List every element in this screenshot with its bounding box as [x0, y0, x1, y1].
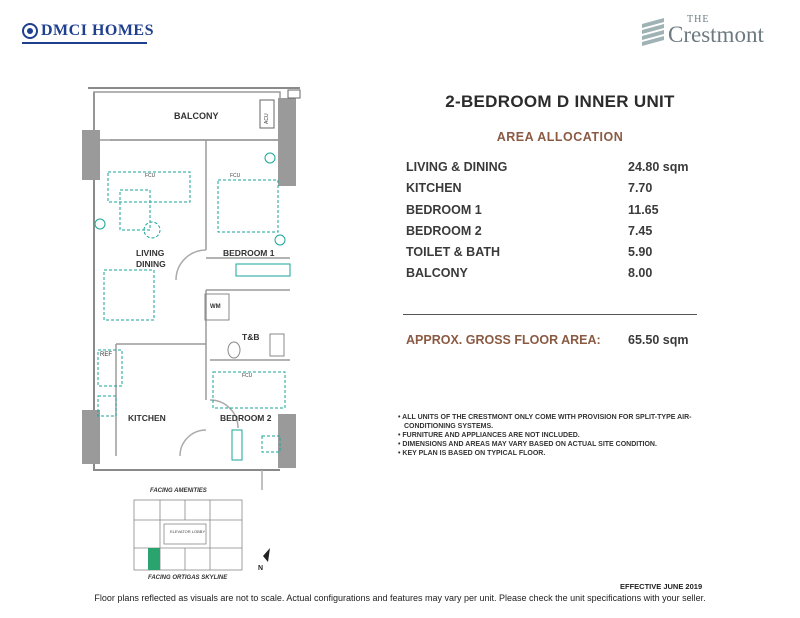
kitchen-label: KITCHEN: [128, 413, 166, 423]
area-row-label: KITCHEN: [406, 181, 462, 196]
tb-label: T&B: [242, 332, 260, 342]
note-item: • FURNITURE AND APPLIANCES ARE NOT INCLUDED.: [398, 431, 728, 440]
disclaimer: Floor plans reflected as visuals are not to scale. Actual configurations and features may vary per unit. Please check the unit specifications with your seller.: [94, 593, 706, 603]
area-row: [406, 245, 696, 266]
bedroom2-label: BEDROOM 2: [220, 413, 272, 423]
area-row-label: BEDROOM 2: [406, 223, 482, 238]
gfa-value: 65.50 sqm: [628, 333, 689, 347]
key-plan-top-label: FACING AMENITIES: [150, 488, 207, 494]
area-row-value: 7.70: [628, 181, 653, 196]
dmci-logo-icon: [22, 23, 38, 39]
area-row: [406, 203, 696, 224]
effective-date: EFFECTIVE JUNE 2019: [620, 582, 703, 591]
balcony-label: BALCONY: [174, 111, 219, 121]
north-arrow-icon: [258, 548, 270, 572]
living-label: LIVING: [136, 248, 165, 258]
developer-logo: [22, 22, 154, 40]
key-plan: [120, 486, 300, 586]
dining-label: DINING: [136, 259, 166, 269]
wm-label: WM: [210, 304, 221, 310]
ref-label: REF: [100, 352, 112, 358]
area-row-value: 7.45: [628, 223, 653, 238]
developer-logo-text: DMCI HOMES: [41, 22, 154, 39]
fcu-label-bedroom2: FCU: [242, 373, 253, 379]
gfa-label: APPROX. GROSS FLOOR AREA:: [406, 333, 601, 347]
note-item: • ALL UNITS OF THE CRESTMONT ONLY COME WITH PROVISION FOR SPLIT-TYPE AIR-CONDITIONING SYSTEMS.: [398, 413, 728, 431]
area-row-value: 8.00: [628, 266, 653, 281]
key-plan-bottom-label: FACING ORTIGAS SKYLINE: [148, 575, 228, 581]
project-logo-the: THE: [687, 14, 710, 25]
area-row: [406, 181, 696, 202]
area-row: [406, 160, 696, 181]
crestmont-logo-icon: [642, 16, 666, 50]
note-item: • KEY PLAN IS BASED ON TYPICAL FLOOR.: [398, 449, 728, 458]
area-row: [406, 266, 696, 287]
project-logo-name: Crestmont: [668, 22, 764, 47]
area-allocation-heading: AREA ALLOCATION: [496, 130, 624, 144]
fcu-label-living: FCU: [145, 173, 156, 179]
note-item: • DIMENSIONS AND AREAS MAY VARY BASED ON ACTUAL SITE CONDITION.: [398, 440, 728, 449]
elevator-lobby-label: ELEVATOR LOBBY: [170, 529, 206, 534]
area-row-label: TOILET & BATH: [406, 245, 500, 260]
developer-logo-underline: [22, 42, 147, 44]
gross-floor-area: [406, 333, 696, 347]
divider: [403, 314, 697, 315]
area-row-value: 11.65: [628, 202, 659, 217]
area-row-label: BEDROOM 1: [406, 202, 482, 217]
area-row-label: LIVING & DINING: [406, 160, 508, 174]
fcu-label-bedroom1: FCU: [230, 173, 241, 179]
area-row-label: BALCONY: [406, 266, 468, 281]
unit-title: 2-BEDROOM D INNER UNIT: [445, 92, 675, 111]
notes-list: [398, 413, 728, 458]
area-row: [406, 224, 696, 245]
unit-location-marker: [148, 548, 160, 570]
acu-label: ACU: [264, 113, 270, 124]
area-allocation-table: [406, 160, 696, 288]
area-row-value: 5.90: [628, 245, 653, 260]
area-row-value: 24.80 sqm: [628, 160, 689, 174]
project-logo: [642, 14, 782, 50]
bedroom1-label: BEDROOM 1: [223, 248, 275, 258]
north-label: N: [258, 565, 264, 572]
floor-plan: [70, 80, 380, 500]
